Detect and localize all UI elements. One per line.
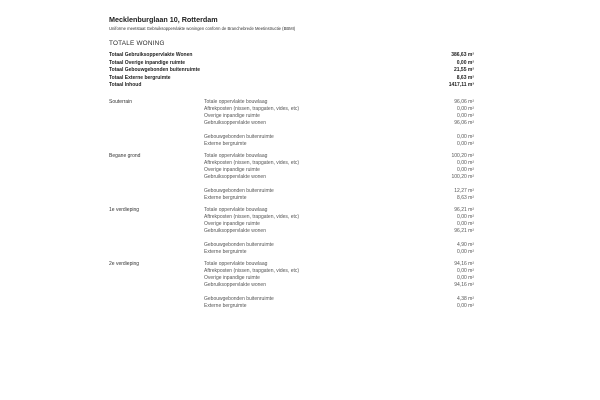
row-label: Aftrekposten (nissen, trapgaten, vides, etc) (204, 106, 300, 112)
floor-row (204, 268, 474, 275)
row-value: 0,00 m² (457, 160, 474, 166)
total-value: 1417,11 m³ (448, 82, 474, 89)
row-value: 100,20 m² (451, 153, 474, 159)
row-value: 0,00 m² (457, 167, 474, 173)
floor-row (204, 296, 474, 303)
total-label: Totaal Inhoud (109, 82, 142, 89)
floor-row (204, 99, 474, 106)
row-label: Totale oppervlakte bouwlaag (204, 207, 268, 213)
row-value: 0,00 m² (457, 214, 474, 220)
document-subtitle: Uniforme meetstaat Gebruiksoppervlakte woningen conform de Branchebrede Meetinstructie (BBMI) (109, 26, 296, 31)
row-label: Overige inpandige ruimte (204, 167, 260, 173)
row-value: 0,00 m² (457, 221, 474, 227)
document-title: Mecklenburglaan 10, Rotterdam (109, 15, 218, 24)
total-label: Totaal Externe bergruimte (109, 74, 171, 81)
total-value: 386,63 m² (451, 52, 474, 58)
floor-row (204, 141, 474, 148)
row-value: 96,21 m² (454, 228, 474, 234)
row-value: 0,00 m² (457, 275, 474, 281)
floor-row (204, 207, 474, 214)
floor-row (204, 282, 474, 289)
floor-name: Souterrain (109, 99, 133, 105)
floor-row (204, 214, 474, 221)
row-label: Gebruiksoppervlakte wonen (204, 282, 266, 288)
floor-row (204, 153, 474, 160)
row-label: Totale oppervlakte bouwlaag (204, 153, 268, 159)
row-value: 4,90 m² (457, 242, 474, 248)
row-value: 0,00 m² (457, 106, 474, 112)
row-label: Gebruiksoppervlakte wonen (204, 120, 266, 126)
floor-row (204, 242, 474, 249)
floor-row (204, 221, 474, 228)
row-label: Gebruiksoppervlakte wonen (204, 174, 266, 180)
floor-row (204, 113, 474, 120)
floor-row (204, 249, 474, 256)
floor-name: 1e verdieping (109, 207, 140, 213)
row-label: Aftrekposten (nissen, trapgaten, vides, etc) (204, 160, 300, 166)
row-value: 100,20 m² (451, 174, 474, 180)
row-label: Externe bergruimte (204, 303, 247, 309)
total-row (109, 82, 474, 90)
total-row (109, 67, 474, 75)
row-label: Gebouwgebonden buitenruimte (204, 134, 274, 140)
row-label: Externe bergruimte (204, 249, 247, 255)
row-value: 94,16 m² (454, 282, 474, 288)
floor-row (204, 167, 474, 174)
row-value: 12,27 m² (454, 188, 474, 194)
row-value: 0,00 m² (457, 141, 474, 147)
row-label: Gebruiksoppervlakte wonen (204, 228, 266, 234)
row-label: Overige inpandige ruimte (204, 275, 260, 281)
floor-row (204, 160, 474, 167)
total-label: Totaal Gebouwgebonden buitenruimte (109, 67, 201, 74)
row-label: Gebouwgebonden buitenruimte (204, 188, 274, 194)
floor-row (204, 275, 474, 282)
floor-row (204, 120, 474, 127)
row-value: 4,38 m² (457, 296, 474, 302)
floor-row (204, 228, 474, 235)
row-label: Aftrekposten (nissen, trapgaten, vides, etc) (204, 268, 300, 274)
total-row (109, 52, 474, 60)
floor-name: 2e verdieping (109, 261, 140, 267)
row-label: Totale oppervlakte bouwlaag (204, 99, 268, 105)
row-label: Externe bergruimte (204, 141, 247, 147)
row-value: 96,06 m² (454, 120, 474, 126)
row-value: 0,00 m² (457, 268, 474, 274)
total-value: 8,63 m² (456, 74, 474, 81)
row-label: Overige inpandige ruimte (204, 221, 260, 227)
row-value: 8,63 m² (457, 195, 474, 201)
row-value: 96,06 m² (454, 99, 474, 105)
section-title: TOTALE WONING (109, 40, 165, 47)
row-value: 94,16 m² (454, 261, 474, 267)
floor-row (204, 195, 474, 202)
total-row (109, 75, 474, 83)
floor-row (204, 106, 474, 113)
floor-name: Begane grond (109, 153, 141, 159)
total-value: 21,55 m² (453, 67, 474, 74)
floor-row (204, 174, 474, 181)
total-label: Totaal Gebruiksoppervlakte Wonen (109, 52, 193, 58)
row-value: 0,00 m² (457, 303, 474, 309)
row-label: Overige inpandige ruimte (204, 113, 260, 119)
row-value: 0,00 m² (457, 134, 474, 140)
row-label: Externe bergruimte (204, 195, 247, 201)
row-value: 0,00 m² (457, 113, 474, 119)
total-row (109, 60, 474, 68)
row-label: Aftrekposten (nissen, trapgaten, vides, etc) (204, 214, 300, 220)
floor-row (204, 134, 474, 141)
row-label: Gebouwgebonden buitenruimte (204, 296, 274, 302)
floor-row (204, 261, 474, 268)
totals-table (109, 52, 474, 90)
total-label: Totaal Overige inpandige ruimte (109, 59, 186, 66)
floor-row (204, 303, 474, 310)
row-value: 96,21 m² (454, 207, 474, 213)
row-label: Totale oppervlakte bouwlaag (204, 261, 268, 267)
total-value: 0,00 m² (456, 59, 474, 66)
row-label: Gebouwgebonden buitenruimte (204, 242, 274, 248)
row-value: 0,00 m² (457, 249, 474, 255)
floor-row (204, 188, 474, 195)
